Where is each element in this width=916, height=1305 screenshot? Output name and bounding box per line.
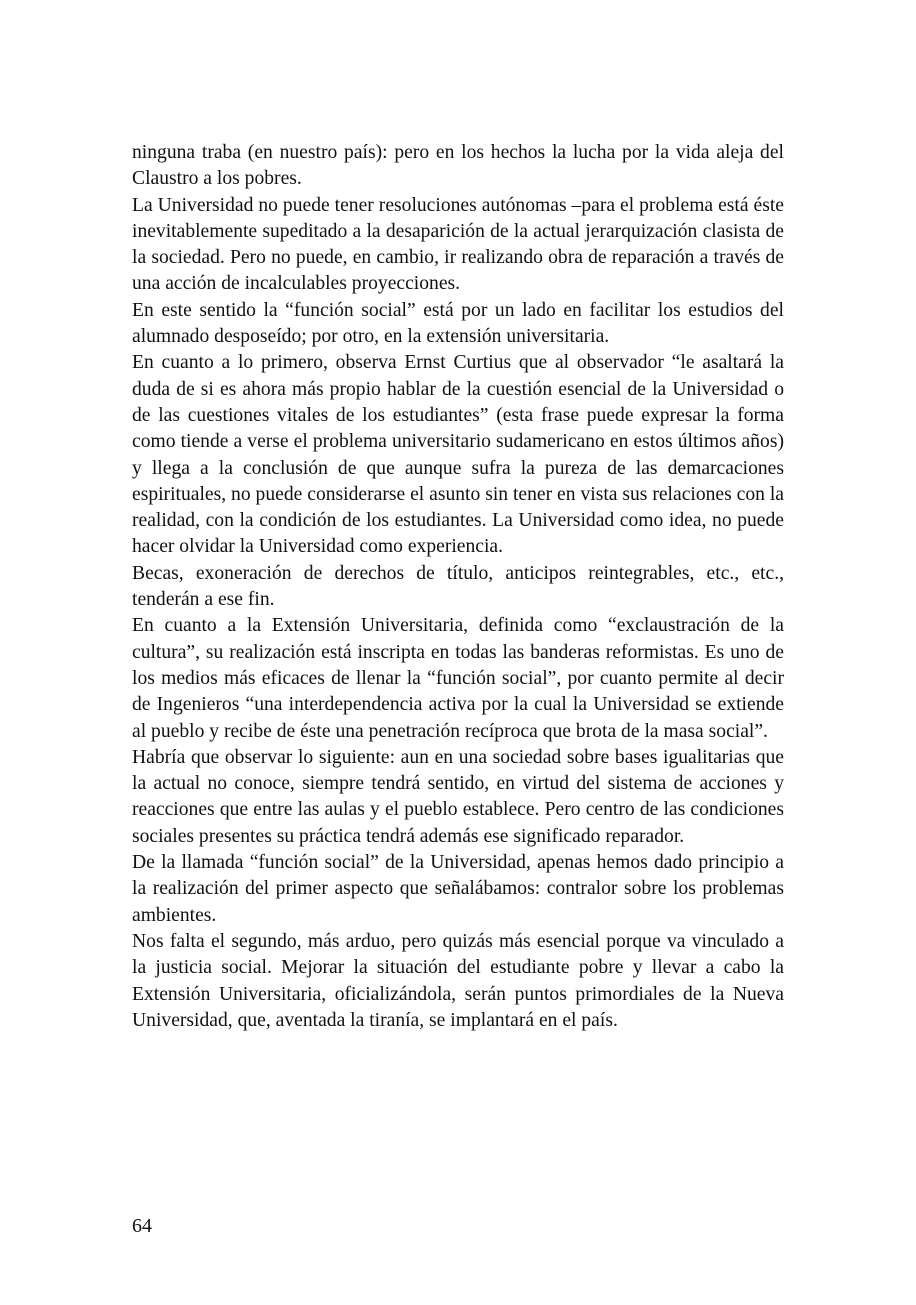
paragraph: Nos falta el segundo, más arduo, pero quizás más esencial porque va vinculado a la justicia social. Mejorar la situación del estudiante pobre y llevar a cabo la Extensión Universitaria, oficializándola, serán puntos primordiales de la Nueva Universidad, que, aventada la tiranía, se implantará en el país. <box>132 930 784 1031</box>
paragraph: En cuanto a lo primero, observa Ernst Curtius que al observador “le asaltará la duda de si es ahora más propio hablar de la cuestión esencial de la Universidad o de las cuestiones vitales de los estudiantes” (esta frase puede expresar la forma como tiende a verse el problema universitario sudamericano en estos últimos años) y llega a la conclusión de que aunque sufra la pureza de las demarcaciones espirituales, no puede considerarse el asunto sin tener en vista sus relaciones con la realidad, con la condición de los estudiantes. La Universidad como idea, no puede hacer olvidar la Universidad como experiencia. <box>132 352 784 558</box>
paragraph: En cuanto a la Extensión Universitaria, definida como “exclaustración de la cultura”, su realización está inscripta en todas las banderas reformistas. Es uno de los medios más eficaces de llenar la “función social”, por cuanto permite al decir de Ingenieros “una interdependencia activa por la cual la Universidad se extiende al pueblo y recibe de éste una penetración recíproca que brota de la masa social”. <box>132 615 784 742</box>
paragraph: ninguna traba (en nuestro país): pero en los hechos la lucha por la vida aleja del Claustro a los pobres. <box>132 142 784 190</box>
paragraph: La Universidad no puede tener resoluciones autónomas –para el problema está éste inevitablemente supeditado a la desaparición de la actual jerarquización clasista de la sociedad. Pero no puede, en cambio, ir realizando obra de reparación a través de una acción de incalculables proyecciones. <box>132 194 784 295</box>
page-number: 64 <box>132 1215 152 1237</box>
paragraph: En este sentido la “función social” está por un lado en facilitar los estudios del alumnado desposeído; por otro, en la extensión universitaria. <box>132 299 784 348</box>
paragraph: Becas, exoneración de derechos de título, anticipos reintegrables, etc., etc., tenderán a ese fin. <box>132 562 784 611</box>
paragraph: Habría que observar lo siguiente: aun en una sociedad sobre bases igualitarias que la actual no conoce, siempre tendrá sentido, en virtud del sistema de acciones y reacciones que entre las aulas y el pueblo establece. Pero centro de las condiciones sociales presentes su práctica tendrá además ese significado reparador. <box>132 746 784 847</box>
body-text <box>132 140 784 1034</box>
paragraph: De la llamada “función social” de la Universidad, apenas hemos dado principio a la realización del primer aspecto que señalábamos: contralor sobre los problemas ambientes. <box>132 852 784 926</box>
